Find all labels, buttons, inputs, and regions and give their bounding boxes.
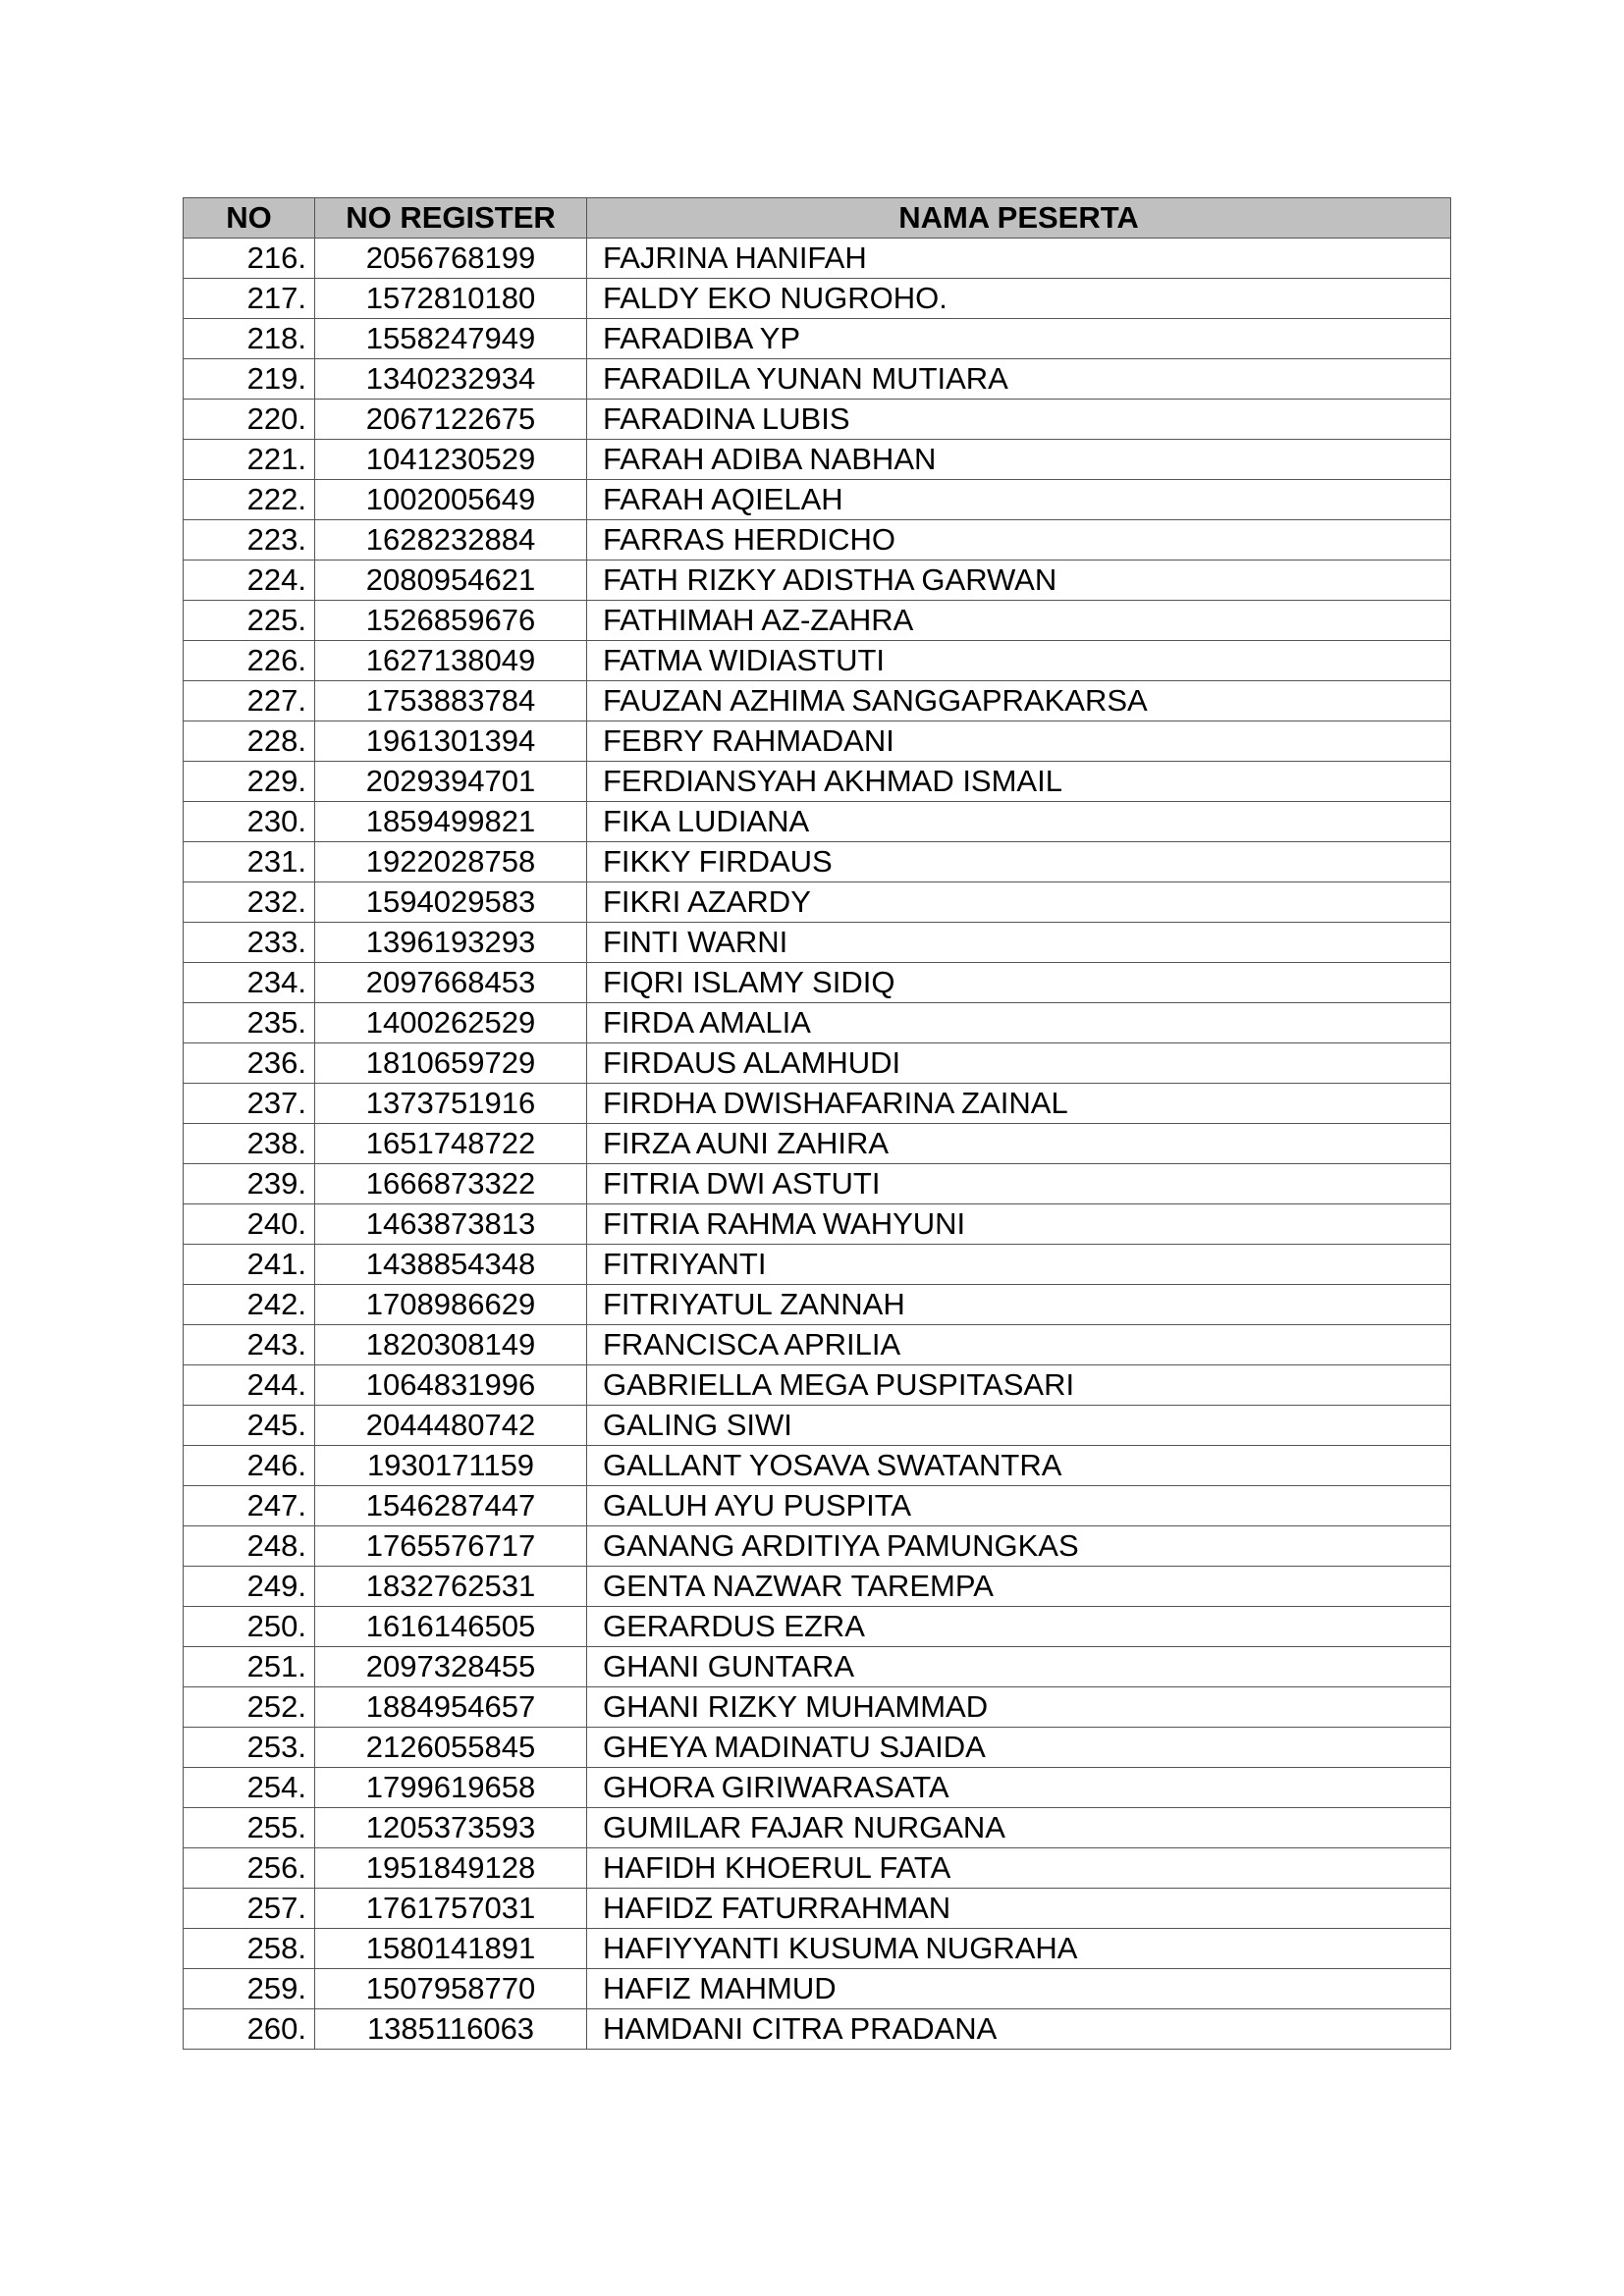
row-number: 246. [184, 1446, 315, 1486]
row-number: 221. [184, 440, 315, 480]
register-number: 1373751916 [315, 1084, 587, 1124]
participant-name: GHORA GIRIWARASATA [587, 1768, 1451, 1808]
register-number: 2126055845 [315, 1728, 587, 1768]
header-register: NO REGISTER [315, 198, 587, 239]
participant-name: FARRAS HERDICHO [587, 520, 1451, 561]
register-number: 1002005649 [315, 480, 587, 520]
table-row [184, 520, 1451, 561]
participant-name: GHANI GUNTARA [587, 1647, 1451, 1687]
table-row [184, 882, 1451, 923]
table-row [184, 1929, 1451, 1969]
register-number: 1526859676 [315, 601, 587, 641]
row-number: 249. [184, 1567, 315, 1607]
row-number: 237. [184, 1084, 315, 1124]
register-number: 1546287447 [315, 1486, 587, 1526]
row-number: 258. [184, 1929, 315, 1969]
register-number: 1205373593 [315, 1808, 587, 1848]
row-number: 225. [184, 601, 315, 641]
register-number: 1627138049 [315, 641, 587, 681]
register-number: 1628232884 [315, 520, 587, 561]
register-number: 1400262529 [315, 1003, 587, 1043]
table-row [184, 842, 1451, 882]
register-number: 1572810180 [315, 279, 587, 319]
row-number: 219. [184, 359, 315, 400]
participant-name: HAFIDH KHOERUL FATA [587, 1848, 1451, 1889]
table-row [184, 1245, 1451, 1285]
participant-name: HAFIDZ FATURRAHMAN [587, 1889, 1451, 1929]
participant-name: FATMA WIDIASTUTI [587, 641, 1451, 681]
participant-name: FALDY EKO NUGROHO. [587, 279, 1451, 319]
row-number: 257. [184, 1889, 315, 1929]
table-row [184, 1889, 1451, 1929]
table-row [184, 721, 1451, 762]
table-header [184, 198, 1451, 239]
table-row [184, 1486, 1451, 1526]
table-row [184, 923, 1451, 963]
row-number: 243. [184, 1325, 315, 1365]
participant-name: GALLANT YOSAVA SWATANTRA [587, 1446, 1451, 1486]
participant-name: GERARDUS EZRA [587, 1607, 1451, 1647]
table-row [184, 400, 1451, 440]
row-number: 253. [184, 1728, 315, 1768]
register-number: 1340232934 [315, 359, 587, 400]
participant-name: FARADIBA YP [587, 319, 1451, 359]
participant-name: FITRIYANTI [587, 1245, 1451, 1285]
participant-name: FIRZA AUNI ZAHIRA [587, 1124, 1451, 1164]
register-number: 1507958770 [315, 1969, 587, 2009]
row-number: 238. [184, 1124, 315, 1164]
table-row [184, 1808, 1451, 1848]
participant-name: GHEYA MADINATU SJAIDA [587, 1728, 1451, 1768]
row-number: 241. [184, 1245, 315, 1285]
row-number: 220. [184, 400, 315, 440]
participant-name: GALING SIWI [587, 1406, 1451, 1446]
participant-name: FIRDA AMALIA [587, 1003, 1451, 1043]
register-number: 1666873322 [315, 1164, 587, 1204]
table-row [184, 2009, 1451, 2050]
table-row [184, 1043, 1451, 1084]
table-row [184, 1406, 1451, 1446]
table-row [184, 1687, 1451, 1728]
register-number: 1558247949 [315, 319, 587, 359]
table-row [184, 1848, 1451, 1889]
participant-name: FIKA LUDIANA [587, 802, 1451, 842]
row-number: 229. [184, 762, 315, 802]
register-number: 1799619658 [315, 1768, 587, 1808]
register-number: 1832762531 [315, 1567, 587, 1607]
register-number: 2056768199 [315, 239, 587, 279]
row-number: 247. [184, 1486, 315, 1526]
participant-name: GENTA NAZWAR TAREMPA [587, 1567, 1451, 1607]
table-row [184, 1567, 1451, 1607]
participant-name: FARADINA LUBIS [587, 400, 1451, 440]
row-number: 234. [184, 963, 315, 1003]
register-number: 1463873813 [315, 1204, 587, 1245]
participant-name: FITRIA DWI ASTUTI [587, 1164, 1451, 1204]
table-row [184, 1084, 1451, 1124]
row-number: 252. [184, 1687, 315, 1728]
register-number: 1594029583 [315, 882, 587, 923]
register-number: 1930171159 [315, 1446, 587, 1486]
row-number: 231. [184, 842, 315, 882]
row-number: 230. [184, 802, 315, 842]
participant-table [183, 197, 1451, 2050]
table-row [184, 601, 1451, 641]
row-number: 254. [184, 1768, 315, 1808]
table-row [184, 641, 1451, 681]
register-number: 1753883784 [315, 681, 587, 721]
row-number: 218. [184, 319, 315, 359]
participant-name: FARAH ADIBA NABHAN [587, 440, 1451, 480]
row-number: 239. [184, 1164, 315, 1204]
participant-name: FARAH AQIELAH [587, 480, 1451, 520]
register-number: 1064831996 [315, 1365, 587, 1406]
table-row [184, 239, 1451, 279]
table-row [184, 963, 1451, 1003]
row-number: 232. [184, 882, 315, 923]
row-number: 235. [184, 1003, 315, 1043]
register-number: 1810659729 [315, 1043, 587, 1084]
table-row [184, 1607, 1451, 1647]
participant-name: HAFIYYANTI KUSUMA NUGRAHA [587, 1929, 1451, 1969]
header-name: NAMA PESERTA [587, 198, 1451, 239]
row-number: 255. [184, 1808, 315, 1848]
participant-name: FAUZAN AZHIMA SANGGAPRAKARSA [587, 681, 1451, 721]
table-row [184, 802, 1451, 842]
row-number: 223. [184, 520, 315, 561]
row-number: 222. [184, 480, 315, 520]
table-row [184, 480, 1451, 520]
participant-name: GUMILAR FAJAR NURGANA [587, 1808, 1451, 1848]
row-number: 227. [184, 681, 315, 721]
row-number: 256. [184, 1848, 315, 1889]
register-number: 1385116063 [315, 2009, 587, 2050]
table-row [184, 1003, 1451, 1043]
register-number: 1820308149 [315, 1325, 587, 1365]
participant-name: FIKRI AZARDY [587, 882, 1451, 923]
participant-name: FATH RIZKY ADISTHA GARWAN [587, 561, 1451, 601]
participant-name: FIQRI ISLAMY SIDIQ [587, 963, 1451, 1003]
table-row [184, 1124, 1451, 1164]
table-row [184, 1325, 1451, 1365]
row-number: 226. [184, 641, 315, 681]
participant-name: HAMDANI CITRA PRADANA [587, 2009, 1451, 2050]
participant-name: FINTI WARNI [587, 923, 1451, 963]
register-number: 1859499821 [315, 802, 587, 842]
participant-name: FITRIA RAHMA WAHYUNI [587, 1204, 1451, 1245]
table-row [184, 1969, 1451, 2009]
participant-name: FIKKY FIRDAUS [587, 842, 1451, 882]
table-row [184, 1204, 1451, 1245]
participant-name: GANANG ARDITIYA PAMUNGKAS [587, 1526, 1451, 1567]
header-no: NO [184, 198, 315, 239]
participant-name: FEBRY RAHMADANI [587, 721, 1451, 762]
table-row [184, 561, 1451, 601]
participant-name: FITRIYATUL ZANNAH [587, 1285, 1451, 1325]
register-number: 2097668453 [315, 963, 587, 1003]
register-number: 1765576717 [315, 1526, 587, 1567]
participant-name: GALUH AYU PUSPITA [587, 1486, 1451, 1526]
register-number: 2080954621 [315, 561, 587, 601]
row-number: 250. [184, 1607, 315, 1647]
table-row [184, 1768, 1451, 1808]
participant-name: FIRDHA DWISHAFARINA ZAINAL [587, 1084, 1451, 1124]
table-row [184, 681, 1451, 721]
register-number: 2067122675 [315, 400, 587, 440]
row-number: 233. [184, 923, 315, 963]
table-row [184, 762, 1451, 802]
table-row [184, 1647, 1451, 1687]
register-number: 1961301394 [315, 721, 587, 762]
participant-name: FIRDAUS ALAMHUDI [587, 1043, 1451, 1084]
table-row [184, 1526, 1451, 1567]
row-number: 236. [184, 1043, 315, 1084]
register-number: 1951849128 [315, 1848, 587, 1889]
register-number: 1438854348 [315, 1245, 587, 1285]
participant-name: HAFIZ MAHMUD [587, 1969, 1451, 2009]
table-row [184, 1446, 1451, 1486]
row-number: 224. [184, 561, 315, 601]
register-number: 1922028758 [315, 842, 587, 882]
participant-name: GHANI RIZKY MUHAMMAD [587, 1687, 1451, 1728]
row-number: 251. [184, 1647, 315, 1687]
row-number: 248. [184, 1526, 315, 1567]
participant-name: FARADILA YUNAN MUTIARA [587, 359, 1451, 400]
register-number: 2029394701 [315, 762, 587, 802]
register-number: 1396193293 [315, 923, 587, 963]
table-row [184, 359, 1451, 400]
row-number: 259. [184, 1969, 315, 2009]
table-row [184, 319, 1451, 359]
participant-name: FRANCISCA APRILIA [587, 1325, 1451, 1365]
row-number: 242. [184, 1285, 315, 1325]
row-number: 228. [184, 721, 315, 762]
register-number: 2097328455 [315, 1647, 587, 1687]
table-row [184, 1164, 1451, 1204]
register-number: 1708986629 [315, 1285, 587, 1325]
row-number: 245. [184, 1406, 315, 1446]
table-body [184, 239, 1451, 2050]
participant-name: FAJRINA HANIFAH [587, 239, 1451, 279]
row-number: 217. [184, 279, 315, 319]
participant-name: FERDIANSYAH AKHMAD ISMAIL [587, 762, 1451, 802]
row-number: 244. [184, 1365, 315, 1406]
register-number: 1761757031 [315, 1889, 587, 1929]
row-number: 240. [184, 1204, 315, 1245]
table-row [184, 440, 1451, 480]
participant-name: FATHIMAH AZ-ZAHRA [587, 601, 1451, 641]
register-number: 1580141891 [315, 1929, 587, 1969]
table-row [184, 279, 1451, 319]
table-row [184, 1285, 1451, 1325]
participant-name: GABRIELLA MEGA PUSPITASARI [587, 1365, 1451, 1406]
row-number: 216. [184, 239, 315, 279]
row-number: 260. [184, 2009, 315, 2050]
register-number: 1041230529 [315, 440, 587, 480]
register-number: 1884954657 [315, 1687, 587, 1728]
table-header-row [184, 198, 1451, 239]
table-row [184, 1365, 1451, 1406]
register-number: 2044480742 [315, 1406, 587, 1446]
register-number: 1616146505 [315, 1607, 587, 1647]
table-row [184, 1728, 1451, 1768]
register-number: 1651748722 [315, 1124, 587, 1164]
